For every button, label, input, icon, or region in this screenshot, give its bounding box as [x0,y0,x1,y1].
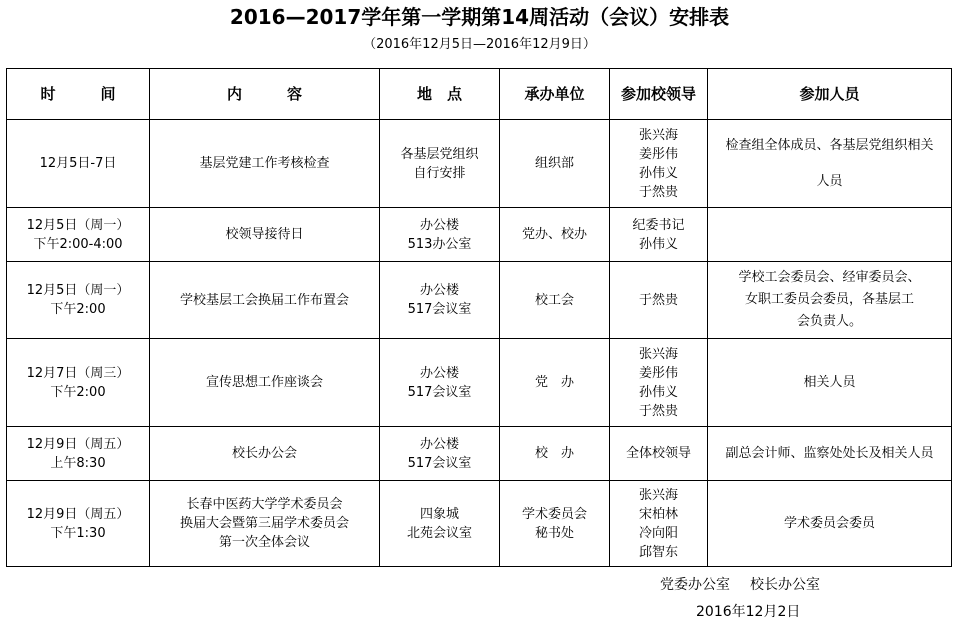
leaders-line: 张兴海 [638,487,678,503]
office-party-committee: 党委办公室 [660,577,730,593]
cell-organizer [500,339,610,427]
table-row [7,120,952,208]
location-line: 各基层党组织 [400,146,479,162]
participants-line: 女职工委员会委员，各基层工 [744,292,914,307]
table-row [7,339,952,427]
cell-content [150,120,380,208]
leaders-line: 于然贵 [638,403,678,419]
participants-line: 学校工会委员会、经审委员会、 [738,270,921,285]
participants-line: 学术委员会委员 [783,516,875,531]
content-line: 换届大会暨第三届学术委员会 [179,516,349,531]
time-line: 下午1:30 [50,525,106,541]
header-organizer: 承办单位 [500,69,610,120]
issue-date: 2016年12月2日 [696,604,801,620]
cell-time [7,208,150,262]
table-row [7,481,952,567]
participants-line: 相关人员 [803,375,856,390]
content-line: 基层党建工作考核检查 [199,156,330,171]
table-row [7,262,952,339]
cell-organizer [500,208,610,262]
location-line: 办公楼 [419,365,459,381]
cell-organizer [500,427,610,481]
time-line: 12月9日（周五） [26,506,130,522]
location-line: 办公楼 [419,436,459,452]
time-line: 12月5日-7日 [39,156,117,171]
leaders-line: 孙伟义 [638,236,678,252]
cell-participants [708,120,952,208]
cell-leaders [610,339,708,427]
cell-leaders [610,481,708,567]
location-line: 自行安排 [413,165,466,181]
cell-leaders [610,208,708,262]
participants-line: 检查组全体成员、各基层党组织相关 [725,137,934,153]
cell-time [7,120,150,208]
cell-participants [708,339,952,427]
cell-participants [708,208,952,262]
cell-location [380,262,500,339]
content-line: 校领导接待日 [225,227,304,242]
cell-content [150,481,380,567]
cell-leaders [610,427,708,481]
cell-time [7,481,150,567]
cell-content [150,427,380,481]
leaders-line: 于然贵 [638,184,678,200]
time-line: 12月7日（周三） [26,365,130,381]
cell-location [380,481,500,567]
cell-content [150,339,380,427]
cell-organizer [500,481,610,567]
cell-location [380,120,500,208]
header-leaders: 参加校领导 [610,69,708,120]
location-line: 四象城 [419,506,459,522]
leaders-line: 张兴海 [638,127,678,143]
time-line: 下午2:00 [50,384,106,400]
leaders-line: 纪委书记 [632,217,685,233]
time-line: 12月5日（周一） [26,217,130,233]
header-content: 内 容 [150,69,380,120]
date-range-subtitle: （2016年12月5日—2016年12月9日） [363,37,596,52]
cell-location [380,339,500,427]
header-participants: 参加人员 [708,69,952,120]
page-title: 2016—2017学年第一学期第14周活动（会议）安排表 [229,5,730,29]
organizer-line: 组织部 [534,156,574,171]
location-line: 517会议室 [407,302,472,317]
participants-line: 人员 [816,173,843,189]
location-line: 517会议室 [407,455,472,471]
office-president: 校长办公室 [750,577,820,593]
cell-leaders [610,120,708,208]
header-time: 时 间 [7,69,150,120]
organizer-line: 党 办 [534,375,574,390]
table-row [7,427,952,481]
cell-location [380,427,500,481]
leaders-line: 于然贵 [638,292,678,308]
time-line: 下午2:00 [50,302,106,317]
location-line: 北苑会议室 [406,525,472,541]
cell-participants [708,481,952,567]
cell-time [7,339,150,427]
participants-line: 副总会计师、监察处处长及相关人员 [725,446,934,461]
leaders-line: 孙伟义 [638,165,678,181]
content-line: 校长办公会 [231,446,297,461]
cell-leaders [610,262,708,339]
leaders-line: 全体校领导 [625,446,691,461]
leaders-line: 张兴海 [638,346,678,362]
leaders-line: 孙伟义 [638,384,678,400]
cell-organizer [500,262,610,339]
organizer-line: 校 办 [534,446,574,461]
content-line: 第一次全体会议 [218,535,310,550]
content-line: 宣传思想工作座谈会 [205,375,323,390]
issuing-offices [660,576,820,594]
schedule-table [6,68,952,567]
time-line: 12月5日（周一） [26,283,130,298]
cell-content [150,208,380,262]
participants-line: 会负责人。 [796,314,862,329]
organizer-line: 秘书处 [534,525,574,541]
time-line: 下午2:00-4:00 [33,236,123,252]
leaders-line: 宋柏林 [638,506,678,522]
content-line: 长春中医药大学学术委员会 [186,497,343,512]
leaders-line: 姜彤伟 [638,146,678,162]
cell-time [7,262,150,339]
cell-time [7,427,150,481]
location-line: 513办公室 [407,236,472,252]
organizer-line: 学术委员会 [521,506,587,522]
leaders-line: 邱智东 [638,544,678,560]
cell-organizer [500,120,610,208]
table-row [7,208,952,262]
location-line: 办公楼 [419,283,459,298]
time-line: 12月9日（周五） [26,436,130,452]
cell-content [150,262,380,339]
header-location: 地 点 [380,69,500,120]
location-line: 517会议室 [407,384,472,400]
table-header-row [7,69,952,120]
leaders-line: 姜彤伟 [638,365,678,381]
leaders-line: 冷向阳 [638,525,678,541]
organizer-line: 党办、校办 [521,227,587,242]
cell-location [380,208,500,262]
organizer-line: 校工会 [534,292,574,308]
cell-participants [708,262,952,339]
cell-participants [708,427,952,481]
location-line: 办公楼 [419,217,459,233]
content-line: 学校基层工会换届工作布置会 [179,292,349,308]
time-line: 上午8:30 [50,455,106,471]
